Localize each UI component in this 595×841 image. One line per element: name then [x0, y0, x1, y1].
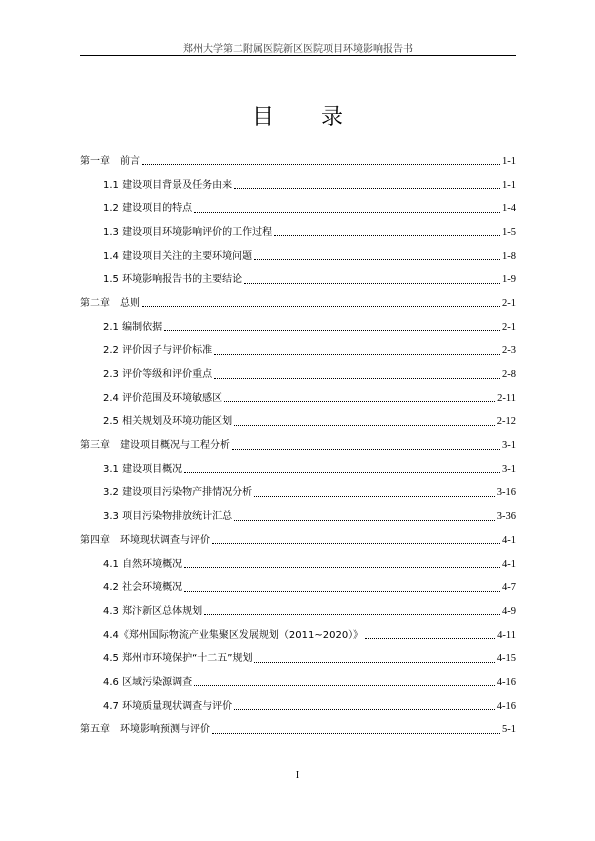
toc-entry-label: 4.5 郑州市环境保护“十二五”规划 [103, 653, 253, 665]
toc-entry[interactable] [80, 221, 516, 245]
toc-leader [184, 567, 500, 568]
toc-entry[interactable] [80, 150, 516, 174]
toc-entry[interactable] [80, 245, 516, 269]
toc-entry-label: 第五章 环境影响预测与评价 [80, 724, 210, 736]
toc-entry-label: 2.5 相关规划及环境功能区划 [103, 416, 233, 428]
toc-leader [274, 235, 500, 236]
page-number: I [295, 770, 300, 781]
toc-entry-label: 第二章 总则 [80, 297, 140, 309]
toc-entry[interactable] [80, 553, 516, 577]
toc-leader [214, 378, 500, 379]
toc-entry[interactable] [80, 576, 516, 600]
toc-entry-page: 2-1 [502, 297, 516, 309]
toc-leader [234, 520, 495, 521]
toc-entry[interactable] [80, 647, 516, 671]
toc-entry[interactable] [80, 197, 516, 221]
toc-entry-label: 4.3 郑汴新区总体规划 [103, 605, 203, 617]
toc-leader [232, 449, 500, 450]
toc-leader [224, 401, 495, 402]
toc-leader [194, 212, 500, 213]
toc-entry[interactable] [80, 600, 516, 624]
toc-entry-page: 5-1 [502, 724, 516, 736]
toc-entry-page: 3-16 [496, 487, 516, 499]
toc-entry-label: 1.1 建设项目背景及任务由来 [103, 179, 233, 191]
toc-entry[interactable] [80, 434, 516, 458]
toc-entry[interactable] [80, 695, 516, 719]
toc-entry-page: 3-1 [502, 463, 516, 475]
toc-entry-page: 1-1 [502, 155, 516, 167]
toc-entry-label: 2.4 评价范围及环境敏感区 [103, 392, 223, 404]
toc-entry-page: 2-12 [496, 416, 516, 428]
toc-entry-label: 2.1 编制依据 [103, 321, 163, 333]
toc-entry[interactable] [80, 387, 516, 411]
toc-entry-label: 第三章 建设项目概况与工程分析 [80, 440, 230, 452]
toc-entry-page: 3-1 [502, 440, 516, 452]
toc-entry-page: 3-36 [496, 511, 516, 523]
toc-entry-page: 2-8 [502, 369, 516, 381]
toc-leader [142, 164, 500, 165]
toc-entry[interactable] [80, 719, 516, 743]
toc-entry-label: 1.3 建设项目环境影响评价的工作过程 [103, 226, 273, 238]
toc-leader [234, 709, 495, 710]
toc-entry[interactable] [80, 624, 516, 648]
toc-leader [204, 614, 500, 615]
toc-entry[interactable] [80, 340, 516, 364]
toc-entry-page: 4-11 [497, 629, 516, 641]
toc-leader [184, 472, 500, 473]
toc-entry-page: 1-8 [502, 250, 516, 262]
toc-entry[interactable] [80, 174, 516, 198]
toc-leader [244, 283, 500, 284]
toc-entry-label: 4.1 自然环境概况 [103, 558, 183, 570]
toc-entry-label: 4.2 社会环境概况 [103, 582, 183, 594]
toc-entry-label: 3.2 建设项目污染物产排情况分析 [103, 487, 253, 499]
toc-leader [212, 543, 500, 544]
toc-entry-label: 4.7 环境质量现状调查与评价 [103, 700, 233, 712]
toc-entry-page: 1-4 [502, 203, 516, 215]
toc-leader [212, 733, 500, 734]
toc-leader [234, 188, 500, 189]
toc-entry-label: 3.3 项目污染物排放统计汇总 [103, 511, 233, 523]
toc-entry-label: 2.3 评价等级和评价重点 [103, 369, 213, 381]
toc-entry-page: 4-1 [502, 558, 516, 570]
toc-entry[interactable] [80, 671, 516, 695]
toc-leader [254, 496, 495, 497]
toc-entry-label: 3.1 建设项目概况 [103, 463, 183, 475]
toc-entry[interactable] [80, 316, 516, 340]
running-header: 郑州大学第二附属医院新区医院项目环境影响报告书 [183, 44, 413, 55]
toc-entry[interactable] [80, 292, 516, 316]
table-of-contents [80, 150, 516, 742]
toc-leader [184, 591, 500, 592]
header-rule [80, 55, 516, 56]
toc-entry-page: 1-9 [502, 274, 516, 286]
toc-leader [234, 425, 495, 426]
toc-leader [254, 259, 500, 260]
toc-entry-page: 1-1 [502, 179, 516, 191]
toc-leader [214, 354, 500, 355]
toc-entry-page: 4-1 [502, 534, 516, 546]
toc-leader [164, 330, 500, 331]
toc-entry-page: 4-16 [496, 676, 516, 688]
toc-entry[interactable] [80, 529, 516, 553]
toc-entry[interactable] [80, 458, 516, 482]
toc-entry-label: 4.6 区域污染源调查 [103, 676, 193, 688]
toc-entry-label: 1.2 建设项目的特点 [103, 203, 193, 215]
toc-entry-page: 1-5 [502, 226, 516, 238]
toc-entry-page: 4-16 [496, 700, 516, 712]
toc-entry[interactable] [80, 505, 516, 529]
toc-entry[interactable] [80, 482, 516, 506]
toc-entry-page: 2-3 [502, 345, 516, 357]
toc-leader [254, 662, 494, 663]
toc-entry-label: 第一章 前言 [80, 155, 140, 167]
toc-entry[interactable] [80, 411, 516, 435]
page-title: 目 录 [252, 105, 363, 130]
toc-entry-page: 2-11 [497, 392, 516, 404]
toc-entry-page: 4-7 [502, 582, 516, 594]
toc-entry-label: 1.5 环境影响报告书的主要结论 [103, 274, 243, 286]
toc-entry-label: 1.4 建设项目关注的主要环境问题 [103, 250, 253, 262]
toc-entry-page: 4-9 [502, 605, 516, 617]
toc-entry-page: 2-1 [502, 321, 516, 333]
toc-leader [365, 638, 495, 639]
toc-entry-label: 4.4《郑州国际物流产业集聚区发展规划（2011~2020）》 [103, 629, 364, 641]
toc-leader [194, 685, 495, 686]
toc-entry[interactable] [80, 268, 516, 292]
toc-entry-label: 2.2 评价因子与评价标准 [103, 345, 213, 357]
toc-entry-label: 第四章 环境现状调查与评价 [80, 534, 210, 546]
toc-entry-page: 4-15 [496, 653, 516, 665]
toc-entry[interactable] [80, 363, 516, 387]
toc-leader [142, 306, 500, 307]
